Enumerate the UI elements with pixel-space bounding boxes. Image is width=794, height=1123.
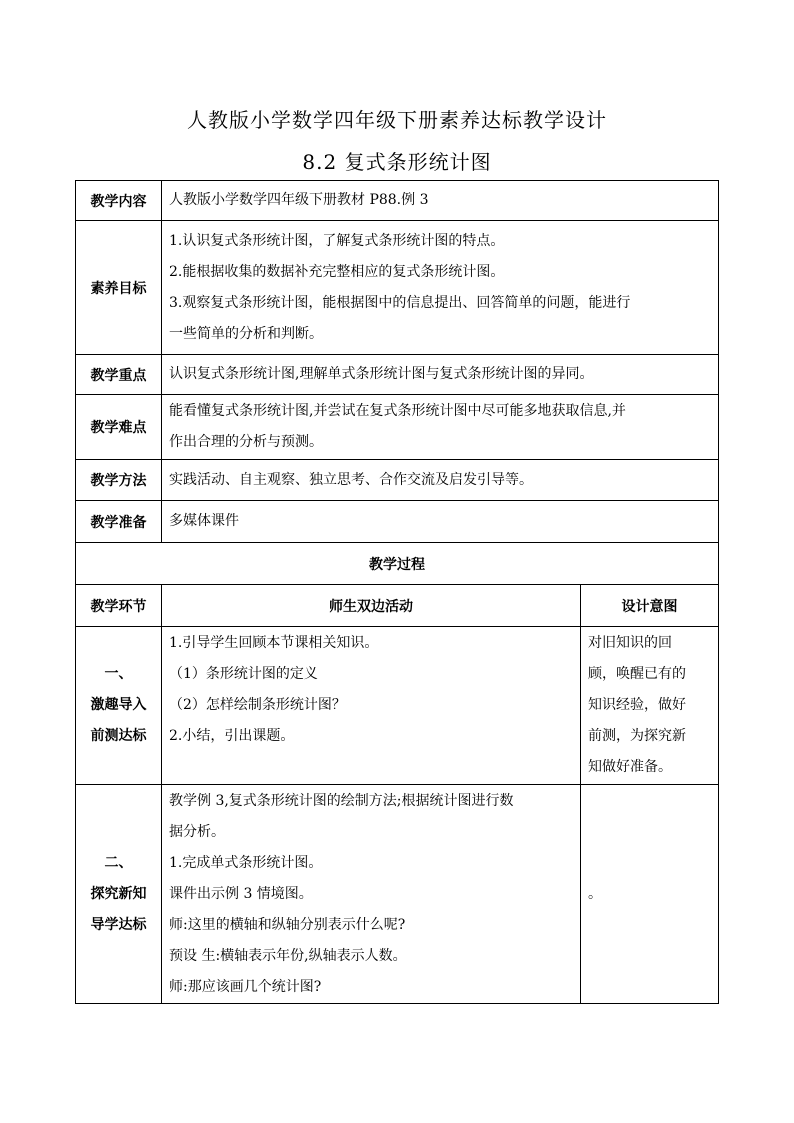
row-keypoint	[76, 355, 719, 395]
stage-row-2	[76, 785, 719, 1004]
stage-intent	[581, 785, 719, 1004]
col-header-activity: 师生双边活动	[162, 585, 581, 627]
stage-activities	[162, 785, 581, 1004]
text-line: 1.认识复式条形统计图，了解复式条形统计图的特点。	[169, 232, 505, 249]
row-goals	[76, 221, 719, 355]
row-label: 教学重点	[76, 355, 162, 395]
row-value	[162, 460, 719, 501]
text-line: 对旧知识的回	[588, 635, 672, 651]
stage-name-line: 前测达标	[90, 728, 147, 744]
text-line: 顾，唤醒已有的	[588, 666, 686, 682]
col-header-intent: 设计意图	[581, 585, 719, 627]
row-value	[162, 395, 719, 460]
row-preparation	[76, 501, 719, 543]
text-line: 师:那应该画几个统计图?	[169, 978, 322, 995]
row-method	[76, 460, 719, 501]
process-header: 教学过程	[76, 543, 719, 585]
text-line: 实践活动、自主观察、独立思考、合作交流及启发引导等。	[169, 471, 533, 488]
row-label: 教学内容	[76, 181, 162, 221]
stage-name	[76, 785, 162, 1004]
row-value	[162, 221, 719, 355]
row-process-header	[76, 543, 719, 585]
text-line: （1）条形统计图的定义	[169, 666, 318, 682]
stage-name-line: 二、	[104, 854, 133, 871]
row-label: 教学难点	[76, 395, 162, 460]
row-value	[162, 355, 719, 395]
row-content	[76, 181, 719, 221]
text-line: 1.完成单式条形统计图。	[169, 854, 323, 871]
stage-row-1	[76, 627, 719, 785]
text-line: （2）怎样绘制条形统计图？	[169, 697, 346, 713]
stage-name	[76, 627, 162, 785]
stage-intent	[581, 627, 719, 785]
text-line: 作出合理的分析与预测。	[169, 434, 323, 450]
document-title: 人教版小学数学四年级下册素养达标教学设计	[187, 108, 607, 132]
stage-name-line: 探究新知	[90, 885, 147, 902]
text-line: 预设 生:横轴表示年份,纵轴表示人数。	[169, 947, 407, 964]
row-value	[162, 181, 719, 221]
document-subtitle: 8.2 复式条形统计图	[302, 150, 492, 174]
row-label: 教学准备	[76, 501, 162, 543]
row-column-headers	[76, 585, 719, 627]
text-line: 2.能根据收集的数据补充完整相应的复式条形统计图。	[169, 263, 505, 280]
lesson-plan-table	[75, 180, 719, 1004]
text-line: 。	[588, 885, 602, 902]
stage-name-line: 导学达标	[90, 916, 147, 933]
text-line: 知做好准备。	[588, 759, 672, 775]
text-line: 1.引导学生回顾本节课相关知识。	[169, 635, 379, 651]
text-line: 一些简单的分析和判断。	[169, 325, 323, 342]
row-difficulty	[76, 395, 719, 460]
text-line: 课件出示例 3 情境图。	[169, 885, 313, 902]
stage-name-line: 一、	[104, 666, 133, 682]
col-header-stage: 教学环节	[76, 585, 162, 627]
row-label: 素养目标	[76, 221, 162, 355]
text-line: 能看懂复式条形统计图,并尝试在复式条形统计图中尽可能多地获取信息,并	[169, 403, 626, 419]
text-line: 2.小结，引出课题。	[169, 728, 295, 744]
text-line: 知识经验，做好	[588, 697, 686, 713]
text-line: 前测，为探究新	[588, 728, 686, 744]
text-line: 认识复式条形统计图,理解单式条形统计图与复式条形统计图的异同。	[169, 366, 594, 382]
text-line: 教学例 3,复式条形统计图的绘制方法;根据统计图进行数	[169, 792, 514, 809]
text-line: 多媒体课件	[169, 513, 239, 529]
text-line: 据分析。	[169, 823, 225, 840]
stage-name-line: 激趣导入	[90, 697, 147, 713]
text-line: 师:这里的横轴和纵轴分别表示什么呢?	[169, 916, 406, 933]
text-line: 3.观察复式条形统计图，能根据图中的信息提出、回答简单的问题，能进行	[169, 294, 631, 311]
row-label: 教学方法	[76, 460, 162, 501]
stage-activities	[162, 627, 581, 785]
text-line: 人教版小学数学四年级下册教材 P88.例 3	[169, 192, 429, 208]
row-value	[162, 501, 719, 543]
